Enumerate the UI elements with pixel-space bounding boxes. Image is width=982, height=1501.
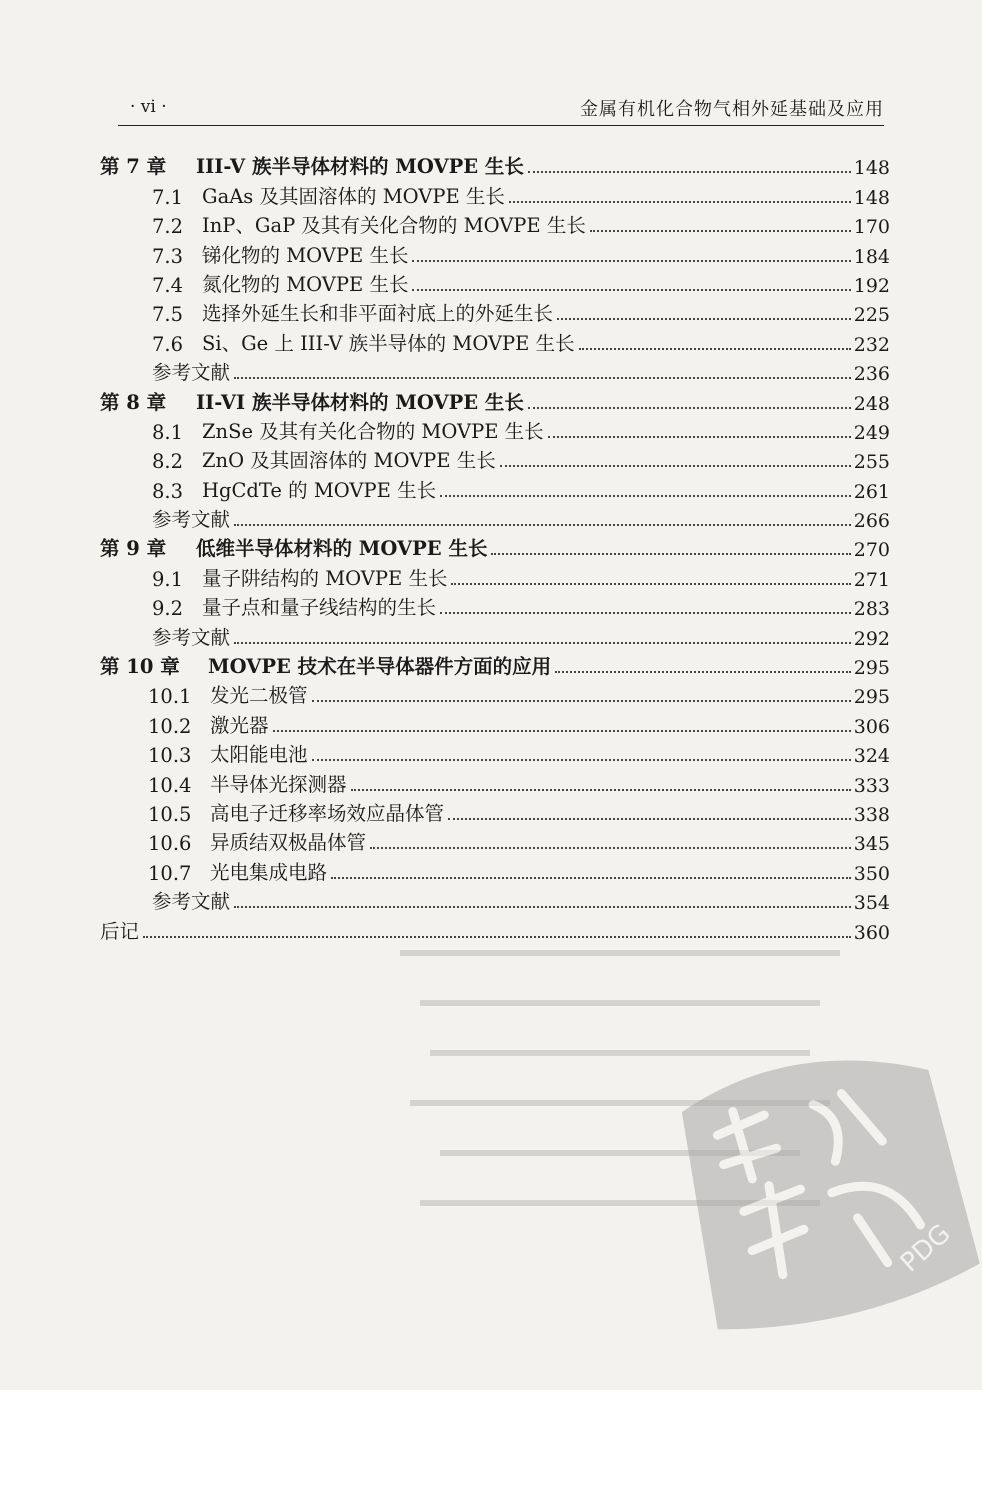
toc-entry-title: III-V 族半导体材料的 MOVPE 生长: [196, 155, 524, 179]
toc-entry-title: 参考文献: [152, 361, 231, 385]
dot-leader: [528, 406, 851, 409]
toc-entry-number: 8.1: [152, 420, 184, 444]
toc-entry-number: 7.4: [152, 273, 184, 297]
toc-entry-page: 266: [853, 510, 890, 533]
toc-entry-number: 10.4: [148, 773, 192, 797]
toc-section-entry[interactable]: [100, 797, 890, 826]
dot-leader: [412, 288, 850, 291]
toc-entry-title: 量子阱结构的 MOVPE 生长: [202, 566, 448, 590]
dot-leader: [370, 846, 851, 849]
toc-entry-title: 光电集成电路: [210, 860, 328, 884]
toc-section-entry[interactable]: [100, 679, 890, 708]
page-header: [118, 95, 884, 126]
toc-entry-number: 10.5: [148, 802, 192, 826]
dot-leader: [491, 552, 850, 555]
dot-leader: [590, 229, 851, 232]
toc-entry-title: Si、Ge 上 III-V 族半导体的 MOVPE 生长: [202, 331, 575, 355]
dot-leader: [331, 876, 851, 879]
toc-entry-page: 236: [853, 363, 890, 386]
toc-section-entry[interactable]: [100, 297, 890, 326]
toc-entry-page: 261: [853, 480, 890, 503]
toc-entry-page: 148: [853, 186, 890, 209]
dot-leader: [143, 935, 851, 938]
toc-entry-title: 异质结双极晶体管: [210, 831, 367, 855]
dot-leader: [451, 582, 850, 585]
toc-entry-number: 第 7 章: [100, 155, 167, 179]
toc-entry-title: 高电子迁移率场效应晶体管: [210, 801, 445, 825]
toc-entry-title: 激光器: [210, 713, 269, 737]
toc-entry-page: 232: [853, 333, 890, 356]
toc-section-entry[interactable]: [100, 767, 890, 796]
toc-entry-page: 192: [853, 274, 890, 297]
page-number: · vi ·: [130, 97, 167, 117]
toc-entry-title: ZnO 及其固溶体的 MOVPE 生长: [202, 449, 496, 473]
toc-entry-title: 量子点和量子线结构的生长: [202, 596, 437, 620]
toc-entry-number: 8.2: [152, 450, 184, 474]
toc-entry-page: 333: [853, 774, 890, 797]
toc-chapter-entry[interactable]: [100, 650, 890, 679]
dot-leader: [448, 817, 851, 820]
toc-section-entry[interactable]: [100, 561, 890, 590]
toc-entry-number: 7.1: [152, 185, 184, 209]
toc-entry-page: 338: [853, 803, 890, 826]
toc-entry-number: 7.6: [152, 332, 184, 356]
toc-section-entry[interactable]: [100, 885, 890, 914]
toc-section-entry[interactable]: [100, 326, 890, 355]
toc-section-entry[interactable]: [100, 591, 890, 620]
toc-entry-page: 295: [853, 657, 890, 680]
toc-entry-page: 148: [853, 157, 890, 180]
toc-section-entry[interactable]: [100, 503, 890, 532]
toc-entry-title: HgCdTe 的 MOVPE 生长: [202, 478, 437, 502]
toc-entry-page: 350: [853, 862, 890, 885]
dot-leader: [500, 464, 851, 467]
dot-leader: [234, 523, 851, 526]
toc-entry-number: 10.6: [148, 832, 192, 856]
book-title: 金属有机化合物气相外延基础及应用: [580, 99, 884, 120]
toc-entry-page: 249: [853, 421, 890, 444]
toc-entry-number: 第 10 章: [100, 655, 180, 679]
toc-entry-number: 8.3: [152, 479, 184, 503]
dot-leader: [440, 611, 851, 614]
library-seal-stamp: [630, 995, 982, 1375]
toc-entry-title: 发光二极管: [210, 684, 308, 708]
dot-leader: [509, 200, 851, 203]
toc-entry-number: 7.2: [152, 215, 184, 239]
toc-entry-page: 225: [853, 304, 890, 327]
toc-entry-page: 248: [853, 392, 890, 415]
toc-entry-page: 354: [853, 892, 890, 915]
toc-entry-page: 295: [853, 686, 890, 709]
dot-leader: [312, 699, 851, 702]
toc-entry-title: GaAs 及其固溶体的 MOVPE 生长: [202, 184, 505, 208]
toc-entry-page: 283: [853, 598, 890, 621]
toc-entry-title: InP、GaP 及其有关化合物的 MOVPE 生长: [202, 214, 586, 238]
toc-entry-title: 参考文献: [152, 625, 231, 649]
toc-chapter-entry[interactable]: [100, 385, 890, 414]
toc-entry-title: 太阳能电池: [210, 743, 308, 767]
toc-entry-title: 后记: [100, 919, 140, 943]
toc-entry-title: 氮化物的 MOVPE 生长: [202, 272, 409, 296]
toc-entry-page: 271: [853, 568, 890, 591]
dot-leader: [234, 641, 851, 644]
toc-section-entry[interactable]: [100, 473, 890, 502]
toc-section-entry[interactable]: [100, 444, 890, 473]
toc-entry-title: 低维半导体材料的 MOVPE 生长: [196, 537, 488, 561]
dot-leader: [351, 788, 851, 791]
toc-section-entry[interactable]: [100, 238, 890, 267]
toc-entry-page: 324: [853, 745, 890, 768]
toc-entry-number: 10.7: [148, 861, 192, 885]
toc-entry-page: 345: [853, 833, 890, 856]
dot-leader: [440, 494, 851, 497]
dot-leader: [579, 347, 851, 350]
toc-entry-title: ZnSe 及其有关化合物的 MOVPE 生长: [202, 419, 544, 443]
dot-leader: [528, 170, 851, 173]
toc-chapter-entry[interactable]: [100, 532, 890, 561]
seal-label: PDG: [894, 1218, 957, 1279]
toc-section-entry[interactable]: [100, 826, 890, 855]
toc-entry-number: 7.5: [152, 303, 184, 327]
toc-section-entry[interactable]: [100, 738, 890, 767]
toc-entry-number: 第 9 章: [100, 537, 167, 561]
dot-leader: [234, 376, 851, 379]
dot-leader: [555, 670, 851, 673]
toc-section-entry[interactable]: [100, 855, 890, 884]
toc-section-entry[interactable]: [100, 179, 890, 208]
toc-entry-number: 7.3: [152, 244, 184, 268]
table-of-contents: [100, 150, 890, 944]
dot-leader: [312, 758, 851, 761]
dot-leader: [412, 259, 850, 262]
toc-section-entry[interactable]: [100, 356, 890, 385]
toc-entry-title: 参考文献: [152, 890, 231, 914]
toc-entry-number: 10.2: [148, 714, 192, 738]
toc-entry-page: 170: [853, 216, 890, 239]
toc-entry-number: 10.1: [148, 685, 192, 709]
toc-section-entry[interactable]: [100, 415, 890, 444]
toc-entry-page: 292: [853, 627, 890, 650]
toc-entry-number: 9.2: [152, 597, 184, 621]
dot-leader: [234, 905, 851, 908]
toc-entry-number: 9.1: [152, 567, 184, 591]
toc-entry-number: 10.3: [148, 744, 192, 768]
toc-section-entry[interactable]: [100, 209, 890, 238]
toc-entry-page: 184: [853, 245, 890, 268]
toc-entry-page: 360: [853, 921, 890, 944]
dot-leader: [557, 317, 851, 320]
toc-entry-page: 255: [853, 451, 890, 474]
toc-entry-title: 参考文献: [152, 508, 231, 532]
toc-section-entry[interactable]: [100, 914, 890, 943]
toc-entry-title: 半导体光探测器: [210, 772, 347, 796]
toc-entry-page: 306: [853, 715, 890, 738]
toc-entry-number: 第 8 章: [100, 390, 167, 414]
dot-leader: [548, 435, 851, 438]
dot-leader: [273, 729, 851, 732]
toc-entry-title: MOVPE 技术在半导体器件方面的应用: [208, 655, 552, 679]
toc-section-entry[interactable]: [100, 268, 890, 297]
toc-entry-title: II-VI 族半导体材料的 MOVPE 生长: [196, 390, 524, 414]
toc-entry-title: 选择外延生长和非平面衬底上的外延生长: [202, 302, 554, 326]
toc-chapter-entry[interactable]: [100, 150, 890, 179]
toc-entry-page: 270: [853, 539, 890, 562]
toc-section-entry[interactable]: [100, 708, 890, 737]
toc-entry-title: 锑化物的 MOVPE 生长: [202, 243, 409, 267]
toc-section-entry[interactable]: [100, 620, 890, 649]
